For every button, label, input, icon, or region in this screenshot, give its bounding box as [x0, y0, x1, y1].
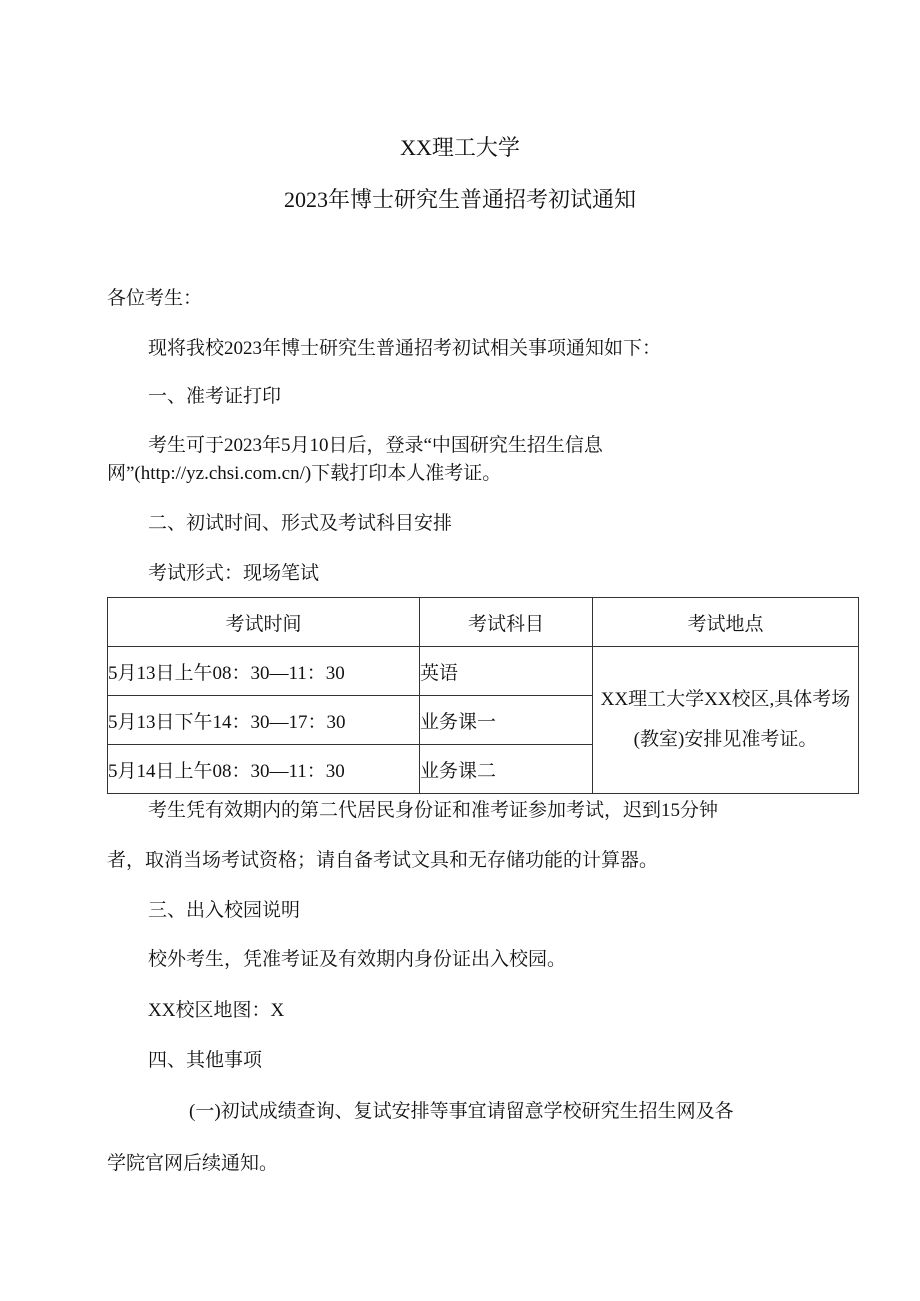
exam-form: 考试形式：现场笔试 — [148, 563, 320, 584]
intro-paragraph: 现将我校2023年博士研究生普通招考初试相关事项通知如下： — [148, 338, 662, 359]
table-header-row — [108, 598, 859, 647]
section4-heading: 四、其他事项 — [148, 1050, 263, 1071]
table-row — [108, 647, 859, 696]
exam-subject-cell: 业务课一 — [420, 696, 593, 745]
header-exam-subject: 考试科目 — [420, 598, 593, 647]
exam-time-cell: 5月14日上午08：30—11：30 — [108, 745, 420, 794]
section1-text-line1: 考生可于2023年5月10日后，登录“中国研究生招生信息 — [148, 435, 603, 456]
document-subtitle — [0, 186, 920, 214]
section3-text: 校外考生，凭准考证及有效期内身份证出入校园。 — [148, 949, 567, 970]
exam-subject-cell: 英语 — [420, 647, 593, 696]
header-exam-time: 考试时间 — [108, 598, 420, 647]
campus-map-line: XX校区地图：X — [148, 1000, 285, 1021]
section2-note-line1: 考生凭有效期内的第二代居民身份证和准考证参加考试，迟到15分钟 — [148, 800, 719, 821]
exam-time-cell: 5月13日下午14：30—17：30 — [108, 696, 420, 745]
salutation: 各位考生： — [107, 288, 203, 309]
section4-item1-line1: (一)初试成绩查询、复试安排等事宜请留意学校研究生招生网及各 — [189, 1101, 734, 1122]
exam-time-cell: 5月13日上午08：30—11：30 — [108, 647, 420, 696]
section1-text-line2: 网”(http://yz.chsi.com.cn/)下载打印本人准考证。 — [107, 463, 502, 484]
section3-heading: 三、出入校园说明 — [148, 900, 301, 921]
exam-subject-cell: 业务课二 — [420, 745, 593, 794]
university-name: XX理工大学 — [400, 135, 520, 160]
section2-heading: 二、初试时间、形式及考试科目安排 — [148, 513, 453, 534]
exam-location-cell: XX理工大学XX校区,具体考场(教室)安排见准考证。 — [593, 647, 859, 794]
header-exam-location: 考试地点 — [593, 598, 859, 647]
section1-heading: 一、准考证打印 — [148, 386, 282, 407]
notice-title: 2023年博士研究生普通招考初试通知 — [283, 187, 636, 212]
section4-item1-line2: 学院官网后续通知。 — [107, 1153, 279, 1174]
exam-schedule-table — [107, 597, 859, 794]
document-title — [0, 134, 920, 162]
section2-note-line2: 者，取消当场考试资格；请自备考试文具和无存储功能的计算器。 — [107, 850, 659, 871]
